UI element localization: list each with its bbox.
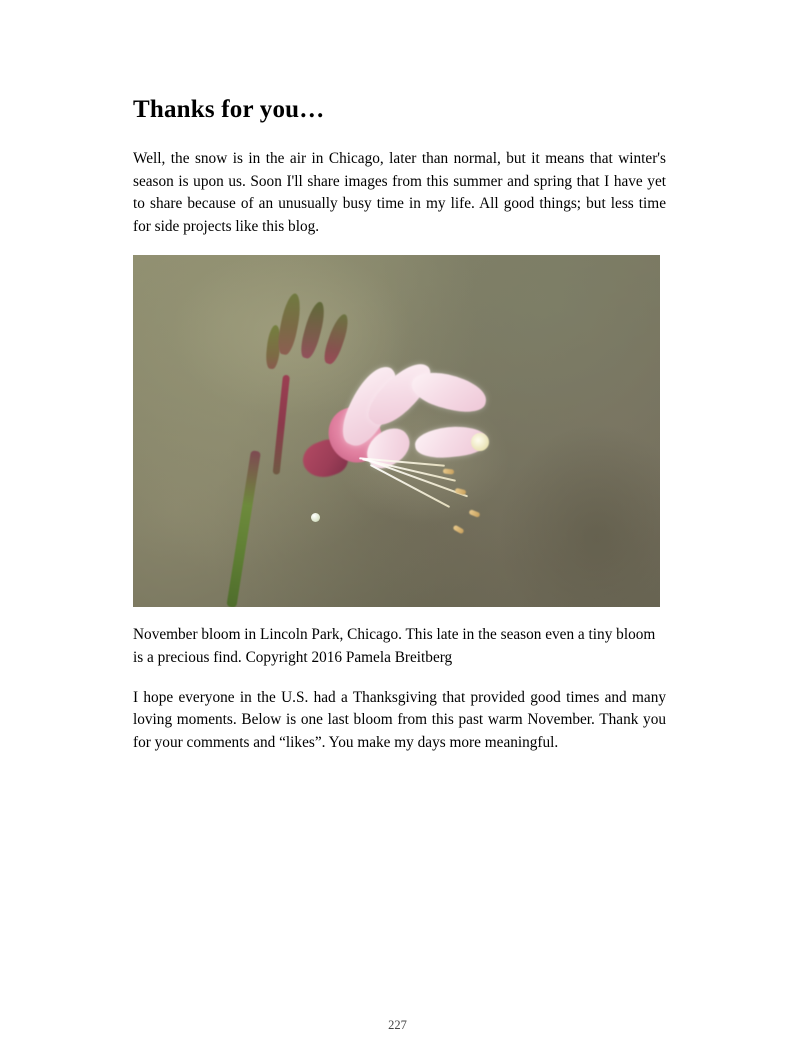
figure-container	[133, 255, 660, 607]
page-number: 227	[388, 1018, 407, 1032]
flower-photo	[133, 255, 660, 607]
body-paragraph-1: Well, the snow is in the air in Chicago, later than normal, but it means that winter's season is upon us. Soon I'll share images from this summer and spring that I have yet to share because of an unusually busy time in my life. All good things; but less time for side projects like this blog.	[133, 150, 666, 235]
body-paragraph-2: I hope everyone in the U.S. had a Thanksgiving that provided good times and many loving moments. Below is one last bloom from this past warm November. Thank you for your comments and “likes”. You make my days more meaningful.	[133, 688, 666, 751]
page-title: Thanks for you…	[133, 96, 325, 123]
page-content	[133, 95, 666, 754]
figure-caption: November bloom in Lincoln Park, Chicago. This late in the season even a tiny bloom is a precious find. Copyright 2016 Pamela Breitberg	[133, 626, 656, 666]
